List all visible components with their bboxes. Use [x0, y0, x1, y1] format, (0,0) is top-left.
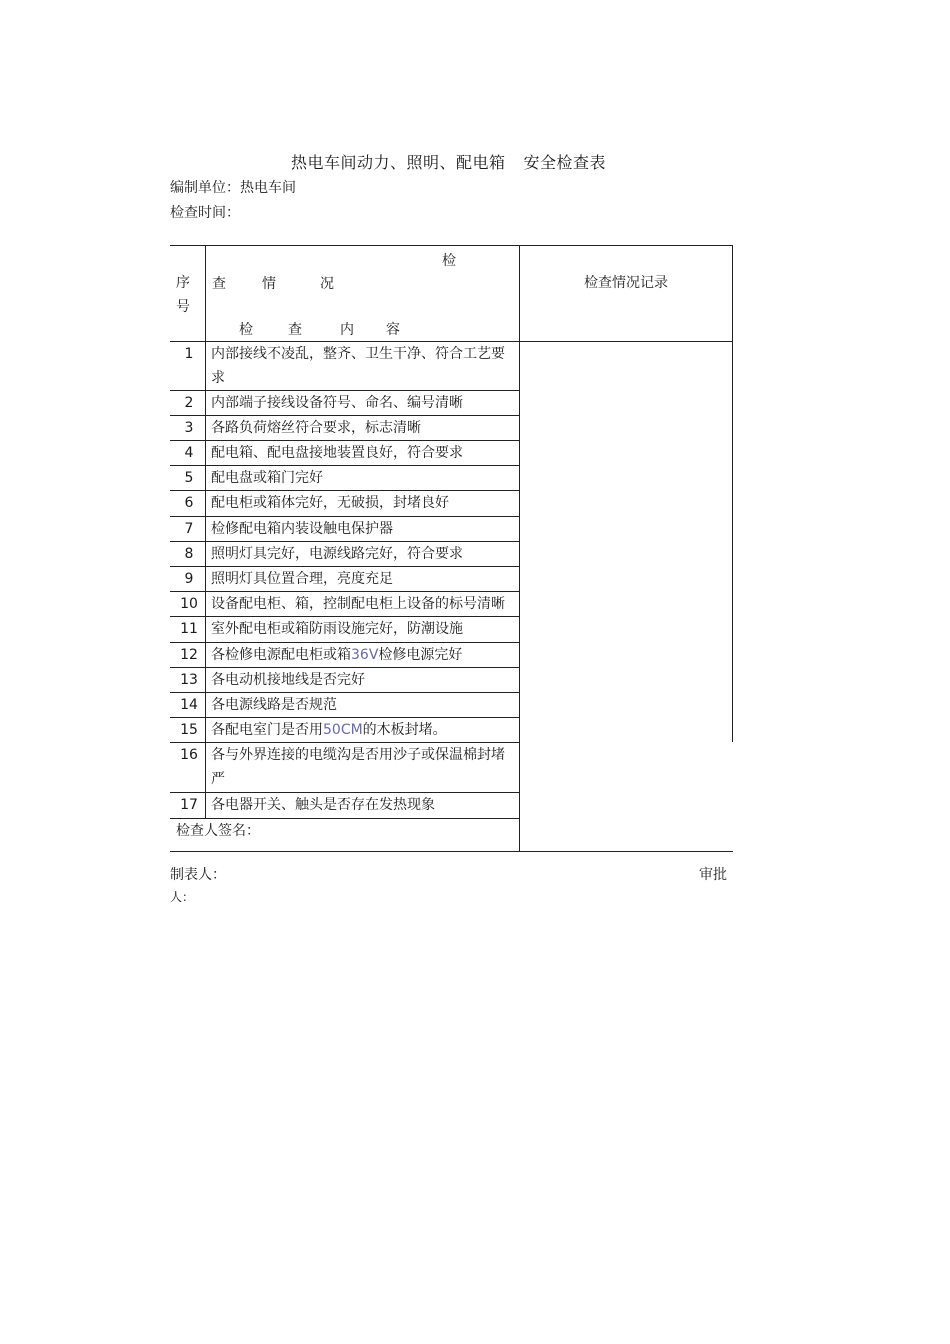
title-part1: 热电车间动力、照明、配电箱 [291, 153, 506, 172]
row-content: 各电源线路是否规范 [211, 697, 337, 713]
row-number: 4 [184, 445, 194, 461]
row-content: 内部接线不凌乱，整齐、卫生干净、符合工艺要 [211, 346, 505, 362]
row-content-voltage: 36V [351, 647, 379, 663]
row-number: 3 [184, 420, 194, 436]
row-number: 10 [180, 596, 198, 612]
row-content: 各电动机接地线是否完好 [211, 672, 365, 688]
table-top-border [170, 245, 733, 246]
header-qing: 情 [262, 276, 276, 292]
row-content-pre: 各检修电源配电柜或箱 [211, 647, 351, 663]
header-record: 检查情况记录 [584, 275, 668, 291]
header-no-2: 号 [176, 299, 190, 315]
row-content-size: 50CM [323, 722, 363, 738]
table-maker-label: 制表人： [170, 867, 226, 883]
row-number: 11 [180, 621, 198, 637]
header-content-3: 内 [340, 322, 354, 338]
row-number: 16 [180, 747, 198, 763]
row-number: 6 [184, 495, 194, 511]
header-content-4: 容 [386, 322, 400, 338]
col-divider-2 [519, 245, 520, 852]
row-content: 各电器开关、触头是否存在发热现象 [211, 797, 435, 813]
row-content: 内部端子接线设备符号、命名、编号清晰 [211, 395, 463, 411]
row-content: 照明灯具位置合理，亮度充足 [211, 571, 393, 587]
row-content [211, 718, 447, 742]
header-content-2: 查 [288, 322, 302, 338]
row-content: 各与外界连接的电缆沟是否用沙子或保温棉封堵 [211, 747, 505, 763]
title-part2: 安全检查表 [523, 153, 607, 172]
header-no-1: 序 [176, 275, 190, 291]
row-number: 2 [184, 395, 194, 411]
row-content-cont: 求 [211, 370, 225, 386]
row-number: 7 [184, 521, 194, 537]
row-number: 12 [180, 647, 198, 663]
row-content-post: 的木板封堵。 [362, 722, 447, 738]
right-border [732, 245, 733, 742]
row-content-post: 检修电源完好 [378, 647, 463, 663]
header-cha: 查 [212, 276, 226, 292]
inspector-signature-label: 检查人签名： [176, 823, 260, 839]
row-content: 设备配电柜、箱，控制配电柜上设备的标号清晰 [211, 596, 505, 612]
row-content: 照明灯具完好，电源线路完好，符合要求 [211, 546, 463, 562]
header-jian-top: 检 [442, 253, 456, 269]
table-bottom-border [170, 851, 733, 852]
row-number: 14 [180, 697, 198, 713]
row-content: 室外配电柜或箱防雨设施完好，防潮设施 [211, 621, 463, 637]
row-number: 13 [180, 672, 198, 688]
approver-label-1: 审批 [699, 867, 727, 883]
col-divider-1 [205, 245, 206, 818]
row-content: 配电箱、配电盘接地装置良好，符合要求 [211, 445, 463, 461]
row-content-cont: 严 [211, 771, 225, 787]
row-content: 配电柜或箱体完好，无破损，封堵良好 [211, 495, 449, 511]
row-number: 17 [180, 797, 198, 813]
row-number: 9 [184, 571, 194, 587]
row-number: 1 [184, 346, 194, 362]
approver-label-2: 人： [170, 890, 195, 904]
header-content-1: 检 [239, 322, 253, 338]
row-content: 各路负荷熔丝符合要求，标志清晰 [211, 420, 421, 436]
row-content-pre: 各配电室门是否用 [211, 722, 323, 738]
inspection-time: 检查时间： [170, 205, 240, 221]
row-number: 5 [184, 470, 194, 486]
row-content: 配电盘或箱门完好 [211, 470, 323, 486]
compiling-unit: 编制单位：热电车间 [170, 180, 296, 196]
header-kuang: 况 [320, 276, 334, 292]
row-content [211, 643, 462, 667]
row-number: 8 [184, 546, 194, 562]
left-border-bottom [205, 341, 206, 342]
row-content: 检修配电箱内装设触电保护器 [211, 521, 393, 537]
row-number: 15 [180, 722, 198, 738]
